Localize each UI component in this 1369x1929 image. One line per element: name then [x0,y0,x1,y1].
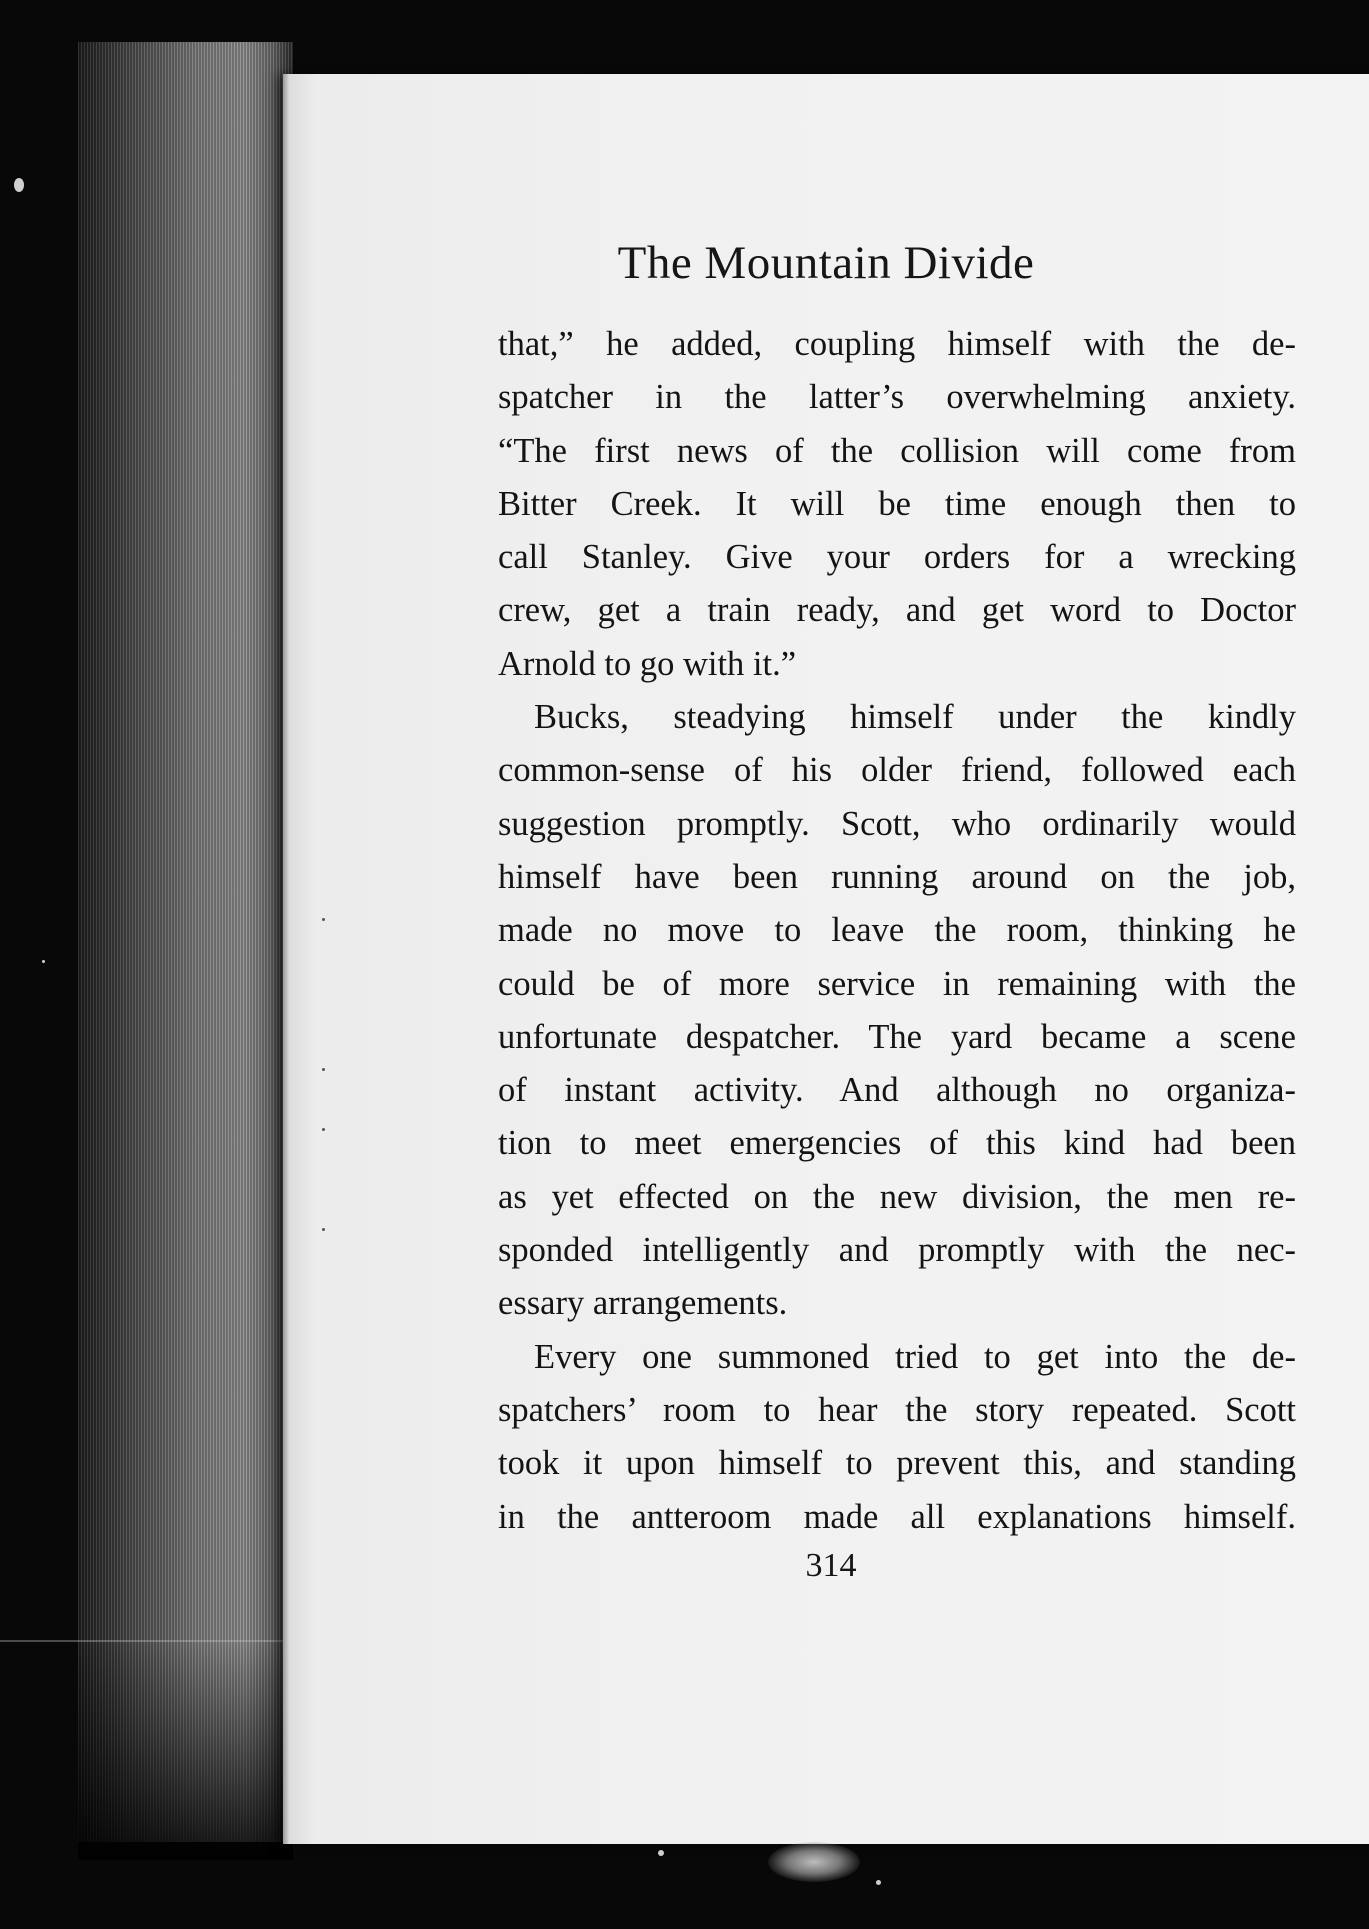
paragraph-3 [498,1331,1296,1544]
scan-smudge [768,1842,860,1882]
text-line: as yet effected on the new division, the men re- [498,1177,1296,1216]
text-line: in the ant​teroom made all explanations himself. [498,1497,1296,1536]
text-line: tion to meet emergencies of this kind had been [498,1124,1296,1163]
text-line: himself have been running around on the job, [498,857,1296,896]
text-line: unfortunate despatcher. The yard became a scene [498,1017,1296,1056]
text-line: common-sense of his older friend, followed each [498,751,1296,790]
text-line: essary arrangements. [498,1284,788,1323]
text-line: Every one summoned tried to get into the de- [534,1337,1296,1376]
text-line: Arnold to go with it.” [498,644,797,683]
dust-speck [322,1068,325,1071]
text-line: that,” he added, coupling himself with the de- [498,325,1296,363]
dust-speck [322,1128,325,1131]
text-line: spatchers’ room to hear the story repeated. Scott [498,1390,1296,1429]
dust-speck [322,1228,325,1231]
text-line: of instant activity. And although no organiza- [498,1071,1296,1110]
page-edge-shadow [78,1640,293,1860]
dust-speck [14,178,24,192]
text-line: “The first news of the collision will come from [498,431,1296,470]
page-number: 314 [805,1547,857,1584]
text-line: call Stanley. Give your orders for a wrecking [498,538,1296,577]
text-line: Bitter Creek. It will be time enough then to [498,484,1296,523]
text-line: spatcher in the latter’s overwhelming anxiety. [498,378,1296,417]
book-page-edge [78,42,293,1842]
dust-speck [322,918,325,921]
body-text [498,318,1296,1544]
text-line: suggestion promptly. Scott, who ordinarily would [498,804,1296,843]
text-line: crew, get a train ready, and get word to Doctor [498,591,1296,630]
running-head: The Mountain Divide [617,237,1035,289]
paragraph-2 [498,691,1296,1331]
text-line: Bucks, steadying himself under the kindly [534,698,1296,737]
scan-artifact-line [0,1640,300,1642]
text-line: took it upon himself to prevent this, and standing [498,1444,1296,1483]
text-line: sponded intelligently and promptly with the nec- [498,1231,1296,1270]
dust-speck [658,1850,664,1856]
text-line: could be of more service in remaining with the [498,964,1296,1003]
dust-speck [42,960,45,963]
text-line: made no move to leave the room, thinking he [498,911,1296,950]
paragraph-1 [498,318,1296,691]
dust-speck [876,1880,881,1885]
